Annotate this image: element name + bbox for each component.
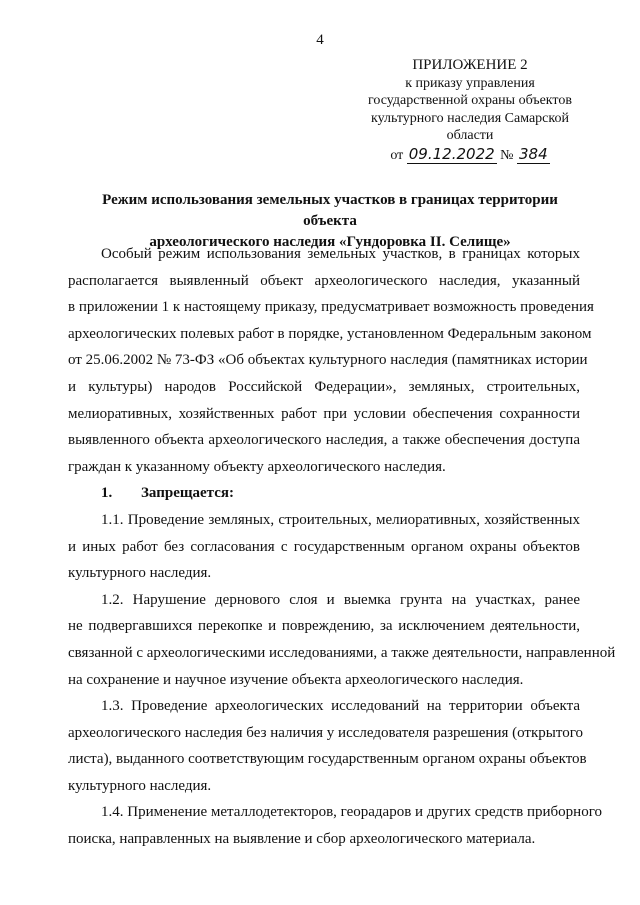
item-1-4 xyxy=(68,799,602,852)
text-line: 1.1. Проведение земляных, строительных, мелиоративных, хозяйственных xyxy=(101,511,580,528)
text-line: 1.3. Проведение археологических исследований на территории объекта xyxy=(101,698,580,715)
text-line: в приложении 1 к настоящему приказу, предусматривает возможность проведения xyxy=(68,299,594,316)
appendix-line: государственной охраны объектов xyxy=(368,93,572,108)
text-line: листа), выданного соответствующим государственным органом охраны объектов xyxy=(68,751,587,768)
text-line: и культуры) народов Российской Федерации», земляных, строительных, xyxy=(68,378,580,395)
text-line: поиска, направленных на выявление и сбор археологического материала. xyxy=(68,831,536,848)
item-1-2 xyxy=(68,587,616,693)
item-1-3 xyxy=(68,693,587,799)
appendix-title: ПРИЛОЖЕНИЕ 2 xyxy=(412,57,528,73)
text-line: Особый режим использования земельных участков, в границах которых xyxy=(101,246,580,262)
text-line: на сохранение и научное изучение объекта археологического наследия. xyxy=(68,671,524,688)
text-line: 1.2. Нарушение дернового слоя и выемка грунта на участках, ранее xyxy=(101,591,580,608)
appendix-line: к приказу управления xyxy=(405,75,535,91)
number-prefix: № xyxy=(500,147,514,163)
text-line: связанной с археологическими исследованиями, а также деятельности, направленной xyxy=(68,644,616,661)
order-number: 384 xyxy=(519,144,548,163)
item-1-1 xyxy=(68,507,580,587)
section-number: 1. xyxy=(101,485,113,502)
section-heading xyxy=(68,480,580,507)
appendix-header xyxy=(365,57,575,164)
text-line: 1.4. Применение металлодетекторов, георадаров и других средств приборного xyxy=(101,804,602,821)
text-line: граждан к указанному объекту археологического наследия. xyxy=(68,458,446,475)
text-line: не подвергавшихся перекопке и повреждению, за исключением деятельности, xyxy=(68,618,580,635)
text-line: культурного наследия. xyxy=(68,565,212,582)
text-line: мелиоративных, хозяйственных работ при условии обеспечения сохранности xyxy=(68,405,580,422)
intro-paragraph xyxy=(68,241,594,480)
appendix-line: культурного наследия Самарской xyxy=(371,110,569,126)
section-title: Запрещается: xyxy=(141,485,235,502)
text-line: и иных работ без согласования с государственным органом охраны объектов xyxy=(68,538,580,555)
title-line: археологического наследия «Гундоровка II. Селище» xyxy=(149,234,511,250)
page-number: 4 xyxy=(316,32,324,48)
appendix-line: области xyxy=(446,128,494,143)
document-body xyxy=(68,241,616,853)
text-line: выявленного объекта археологического наследия, а также обеспечения доступа xyxy=(68,432,580,449)
text-line: археологических полевых работ в порядке, установленном Федеральным законом xyxy=(68,325,592,342)
order-date: 09.12.2022 xyxy=(408,144,495,163)
text-line: располагается выявленный объект археологического наследия, указанный xyxy=(68,272,580,289)
date-prefix: от xyxy=(390,147,404,163)
text-line: культурного наследия. xyxy=(68,777,212,794)
text-line: от 25.06.2002 № 73-ФЗ «Об объектах культурного наследия (памятниках истории xyxy=(68,352,588,369)
text-line: археологического наследия без наличия у исследователя разрешения (открытого xyxy=(68,724,583,741)
order-date-number xyxy=(365,146,575,165)
title-line: Режим использования земельных участков в границах территории объекта xyxy=(102,192,558,229)
